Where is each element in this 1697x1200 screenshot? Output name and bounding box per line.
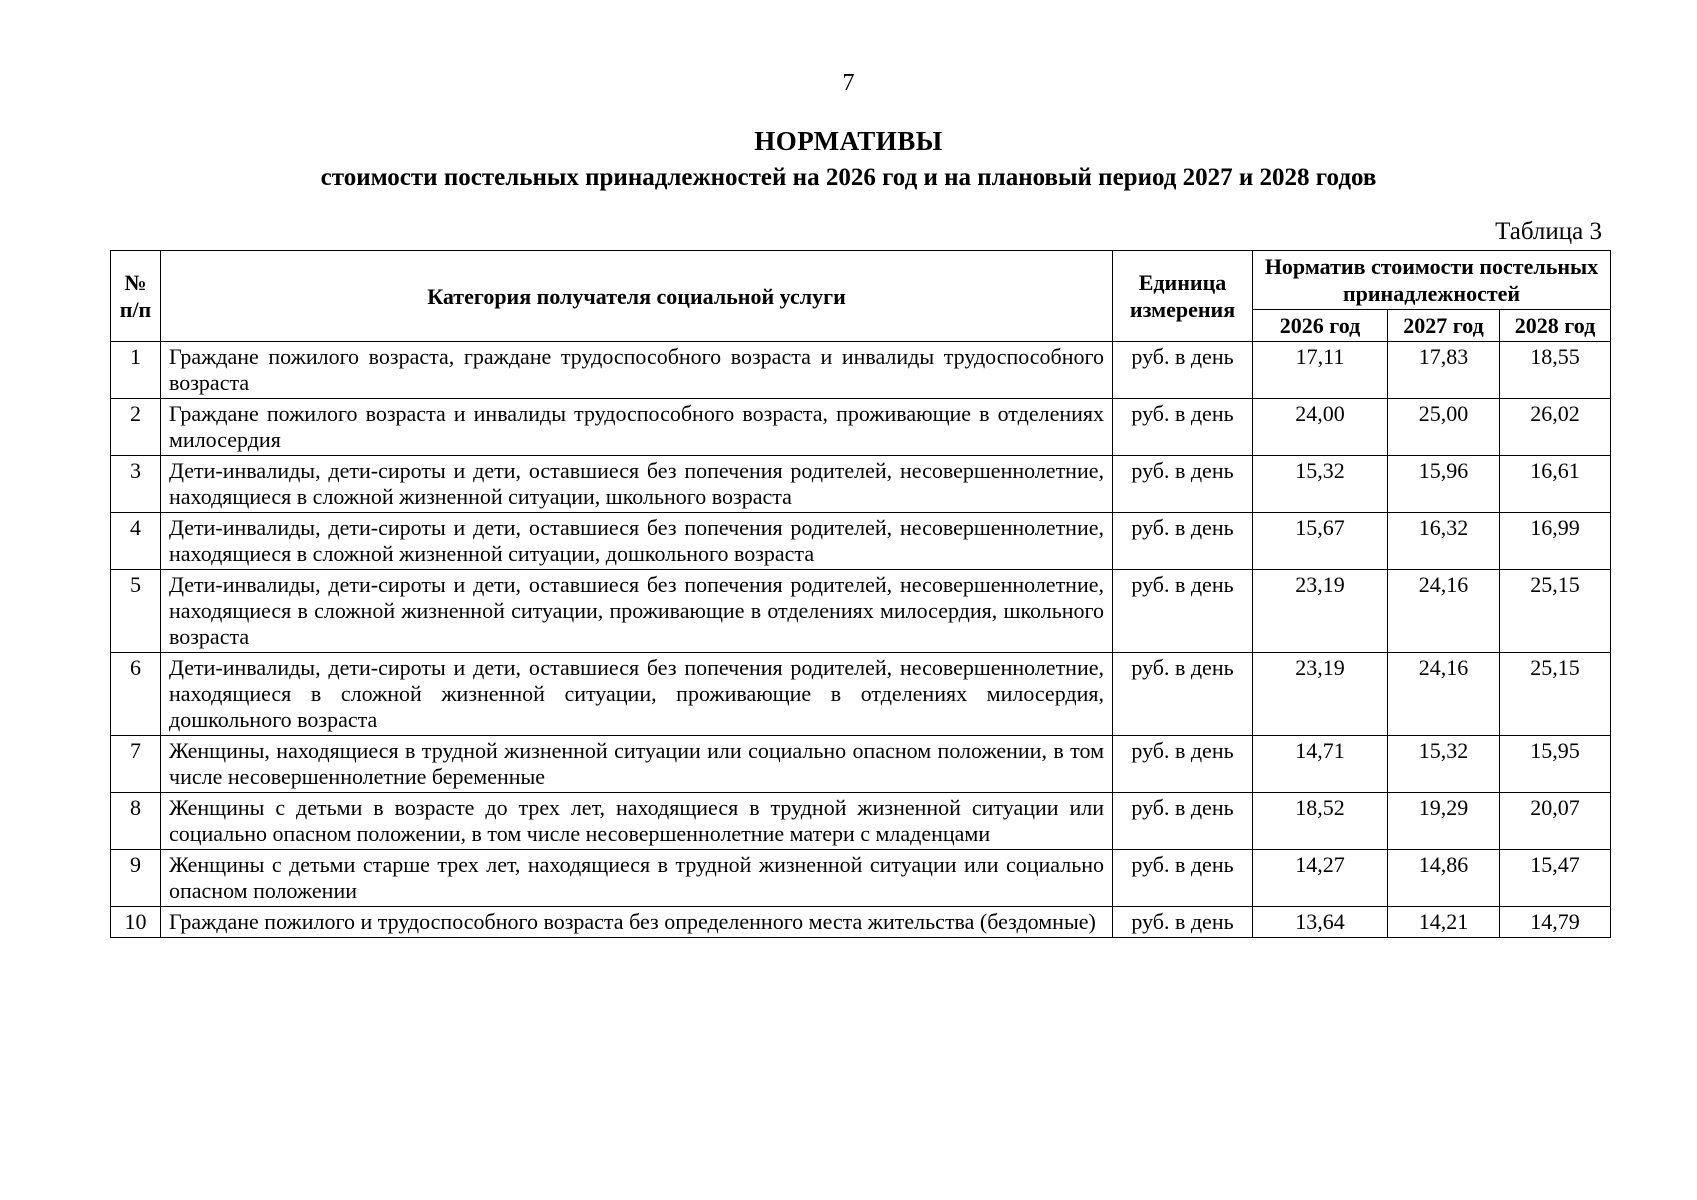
row-value-2028: 26,02 <box>1500 399 1611 456</box>
row-value-2028: 18,55 <box>1500 342 1611 399</box>
row-value-2028: 14,79 <box>1500 907 1611 938</box>
document-title: НОРМАТИВЫ <box>754 126 943 156</box>
row-category: Граждане пожилого и трудоспособного возраста без определенного места жительства (бездомные) <box>161 907 1113 938</box>
row-unit: руб. в день <box>1113 342 1253 399</box>
row-category: Женщины, находящиеся в трудной жизненной ситуации или социально опасном положении, в том числе несовершеннолетние беременные <box>161 736 1113 793</box>
row-value-2026: 15,67 <box>1253 513 1388 570</box>
row-unit: руб. в день <box>1113 456 1253 513</box>
row-value-2027: 15,96 <box>1388 456 1500 513</box>
row-unit: руб. в день <box>1113 570 1253 653</box>
header-unit: Единица измерения <box>1113 251 1253 342</box>
row-number: 4 <box>111 513 161 570</box>
row-value-2026: 14,71 <box>1253 736 1388 793</box>
row-number: 6 <box>111 653 161 736</box>
row-number: 10 <box>111 907 161 938</box>
row-value-2028: 15,47 <box>1500 850 1611 907</box>
table-row <box>111 570 1611 653</box>
norms-table <box>110 250 1611 938</box>
table-body <box>111 342 1611 938</box>
row-category: Дети-инвалиды, дети-сироты и дети, оставшиеся без попечения родителей, несовершеннолетние, находящиеся в сложной жизненной ситуации, дошкольного возраста <box>161 513 1113 570</box>
row-unit: руб. в день <box>1113 513 1253 570</box>
table-row <box>111 653 1611 736</box>
row-category: Женщины с детьми в возрасте до трех лет, находящиеся в трудной жизненной ситуации или социально опасном положении, в том числе несовершеннолетние матери с младенцами <box>161 793 1113 850</box>
header-category: Категория получателя социальной услуги <box>161 251 1113 342</box>
row-value-2027: 16,32 <box>1388 513 1500 570</box>
row-unit: руб. в день <box>1113 653 1253 736</box>
row-category: Граждане пожилого возраста, граждане трудоспособного возраста и инвалиды трудоспособного возраста <box>161 342 1113 399</box>
table-row <box>111 907 1611 938</box>
header-year-2027: 2027 год <box>1388 310 1500 342</box>
row-number: 9 <box>111 850 161 907</box>
row-number: 8 <box>111 793 161 850</box>
row-category: Дети-инвалиды, дети-сироты и дети, оставшиеся без попечения родителей, несовершеннолетние, находящиеся в сложной жизненной ситуации, проживающие в отделениях милосердия, дошкольного возраста <box>161 653 1113 736</box>
header-year-2026: 2026 год <box>1253 310 1388 342</box>
table-row <box>111 456 1611 513</box>
page-number: 7 <box>842 70 855 96</box>
row-category: Дети-инвалиды, дети-сироты и дети, оставшиеся без попечения родителей, несовершеннолетние, находящиеся в сложной жизненной ситуации, школьного возраста <box>161 456 1113 513</box>
row-value-2026: 17,11 <box>1253 342 1388 399</box>
row-value-2028: 25,15 <box>1500 570 1611 653</box>
row-value-2027: 17,83 <box>1388 342 1500 399</box>
row-value-2027: 14,21 <box>1388 907 1500 938</box>
table-label: Таблица 3 <box>1495 218 1602 245</box>
row-unit: руб. в день <box>1113 793 1253 850</box>
header-number: № п/п <box>111 251 161 342</box>
row-value-2028: 20,07 <box>1500 793 1611 850</box>
row-value-2026: 24,00 <box>1253 399 1388 456</box>
row-unit: руб. в день <box>1113 850 1253 907</box>
row-unit: руб. в день <box>1113 399 1253 456</box>
row-value-2028: 16,99 <box>1500 513 1611 570</box>
row-number: 1 <box>111 342 161 399</box>
row-number: 7 <box>111 736 161 793</box>
row-value-2027: 19,29 <box>1388 793 1500 850</box>
row-number: 2 <box>111 399 161 456</box>
row-value-2028: 16,61 <box>1500 456 1611 513</box>
row-category: Женщины с детьми старше трех лет, находящиеся в трудной жизненной ситуации или социально опасном положении <box>161 850 1113 907</box>
row-value-2026: 14,27 <box>1253 850 1388 907</box>
row-number: 3 <box>111 456 161 513</box>
table-row <box>111 399 1611 456</box>
table-row <box>111 793 1611 850</box>
table-row <box>111 850 1611 907</box>
row-value-2026: 13,64 <box>1253 907 1388 938</box>
row-value-2027: 25,00 <box>1388 399 1500 456</box>
row-value-2027: 14,86 <box>1388 850 1500 907</box>
table-row <box>111 513 1611 570</box>
table-row <box>111 736 1611 793</box>
row-value-2027: 15,32 <box>1388 736 1500 793</box>
row-value-2027: 24,16 <box>1388 570 1500 653</box>
row-category: Граждане пожилого возраста и инвалиды трудоспособного возраста, проживающие в отделениях милосердия <box>161 399 1113 456</box>
row-value-2026: 15,32 <box>1253 456 1388 513</box>
row-value-2026: 18,52 <box>1253 793 1388 850</box>
row-value-2028: 25,15 <box>1500 653 1611 736</box>
document-subtitle: стоимости постельных принадлежностей на 2026 год и на плановый период 2027 и 2028 годов <box>320 164 1377 191</box>
header-norm-group: Норматив стоимости постельных принадлежностей <box>1253 251 1611 310</box>
row-unit: руб. в день <box>1113 736 1253 793</box>
row-category: Дети-инвалиды, дети-сироты и дети, оставшиеся без попечения родителей, несовершеннолетние, находящиеся в сложной жизненной ситуации, проживающие в отделениях милосердия, школьного возраста <box>161 570 1113 653</box>
row-value-2027: 24,16 <box>1388 653 1500 736</box>
row-value-2028: 15,95 <box>1500 736 1611 793</box>
row-value-2026: 23,19 <box>1253 653 1388 736</box>
row-value-2026: 23,19 <box>1253 570 1388 653</box>
row-number: 5 <box>111 570 161 653</box>
row-unit: руб. в день <box>1113 907 1253 938</box>
header-year-2028: 2028 год <box>1500 310 1611 342</box>
table-row <box>111 342 1611 399</box>
